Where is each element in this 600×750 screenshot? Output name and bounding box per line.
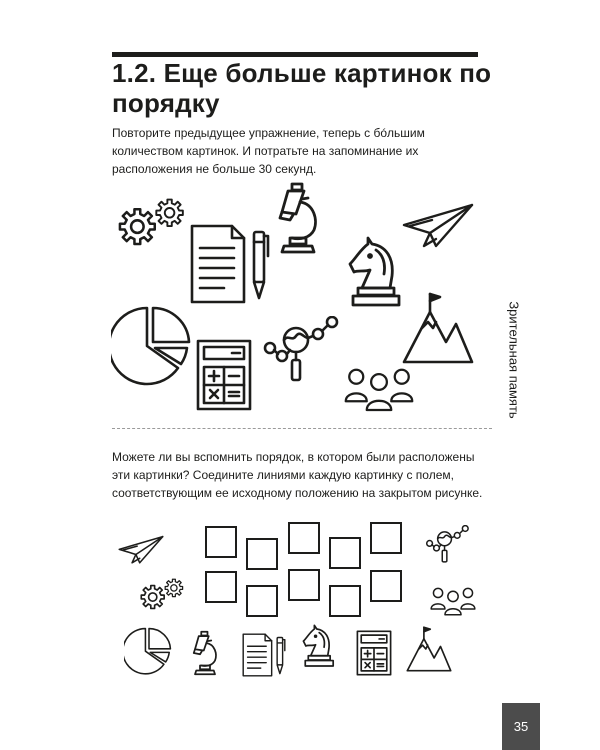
page-number-badge	[502, 703, 540, 750]
answer-box-7[interactable]	[288, 569, 320, 601]
page-number: 35	[513, 719, 529, 734]
answer-box-2[interactable]	[288, 522, 320, 554]
microscope-icon[interactable]	[190, 630, 220, 676]
document-pen-icon[interactable]	[242, 632, 286, 678]
team-icon[interactable]	[430, 586, 476, 616]
section-title: 1.2. Еще больше картинок по порядку	[112, 58, 492, 118]
chess-knight-icon	[346, 236, 402, 308]
answer-box-5[interactable]	[329, 537, 361, 569]
paper-plane-icon[interactable]	[118, 535, 164, 565]
instruction-second: Можете ли вы вспомнить порядок, в котором были расположены эти картинки? Соедините линиями каждую картинку с полем, соответствующим ее исходному положению на закрытом рисунке.	[112, 450, 483, 500]
answer-box-4[interactable]	[246, 538, 278, 570]
title-rule	[112, 52, 478, 57]
answer-box-8[interactable]	[370, 570, 402, 602]
instruction-first: Повторите предыдущее упражнение, теперь с бóльшим количеством картинок. И потратьте на запоминание их расположения не больше 30 секунд.	[112, 126, 425, 176]
microscope-icon	[274, 182, 322, 254]
answer-box-1[interactable]	[205, 526, 237, 558]
chapter-side-label	[506, 301, 528, 419]
analytics-network-icon[interactable]	[425, 525, 471, 563]
paper-plane-icon	[402, 203, 474, 249]
mountain-flag-icon	[402, 292, 474, 364]
mountain-flag-icon[interactable]	[406, 626, 452, 672]
answer-box-9[interactable]	[246, 585, 278, 617]
document-pen-icon	[190, 222, 270, 306]
calculator-icon[interactable]	[356, 630, 392, 676]
gears-icon	[118, 196, 188, 248]
pie-chart-icon	[111, 302, 195, 386]
calculator-icon	[196, 339, 252, 411]
chapter-side-label-text: Зрительная память	[506, 301, 522, 419]
pie-chart-icon[interactable]	[124, 625, 174, 675]
chess-knight-icon[interactable]	[301, 624, 335, 668]
answer-box-3[interactable]	[370, 522, 402, 554]
answer-box-10[interactable]	[329, 585, 361, 617]
answer-box-6[interactable]	[205, 571, 237, 603]
section-divider	[112, 428, 492, 429]
gears-icon[interactable]	[140, 578, 186, 610]
analytics-network-icon	[262, 316, 342, 382]
team-icon	[344, 366, 414, 412]
